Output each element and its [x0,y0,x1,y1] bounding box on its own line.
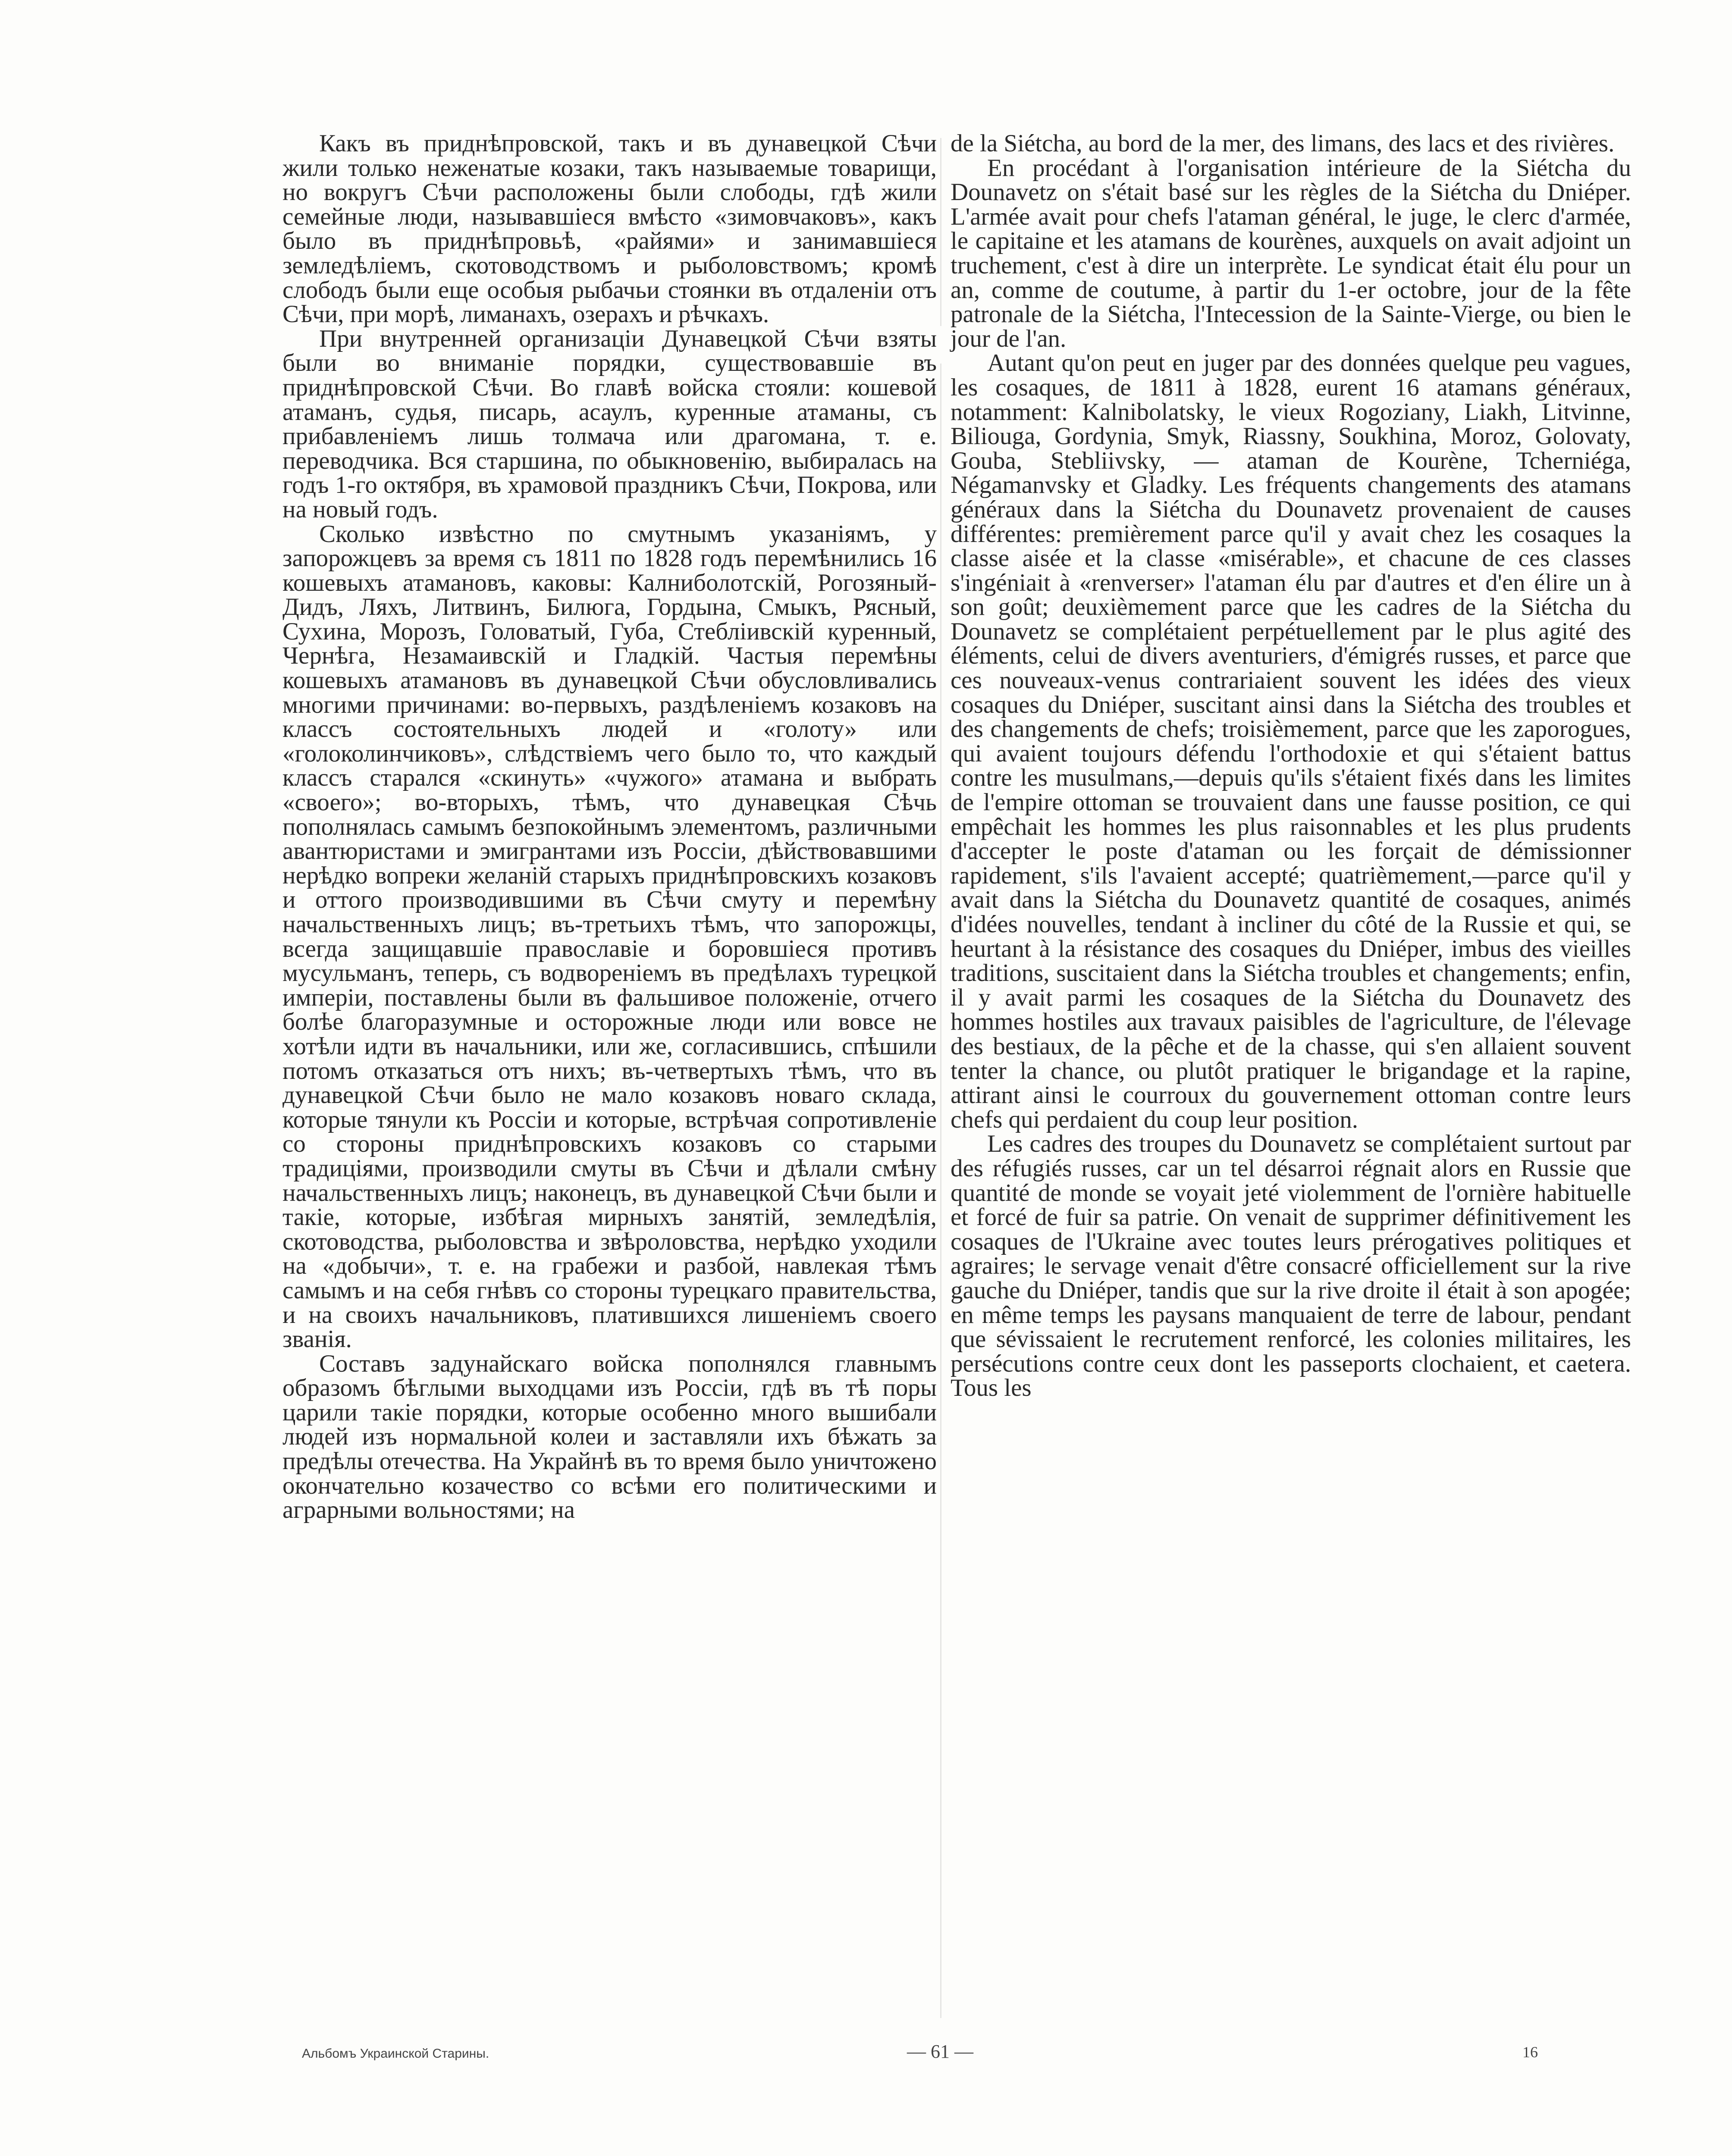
right-column-french [951,132,1631,1401]
paragraph: При внутренней организацiи Дунавецкой Сѣчи взяты были во вниманiе порядки, существовавшiе въ приднѣпровской Сѣчи. Во главѣ войска стояли: кошевой атаманъ, судья, писарь, асаулъ, куренные атаманы, съ прибавленiемъ лишь толмача или драгомана, т. е. переводчика. Вся старшина, по обыкновенiю, выбиралась на годъ 1-го октября, въ храмовой праздникъ Сѣчи, Покрова, или на новый годъ. [282,325,937,523]
footer-album-title: Альбомъ Украинской Старины. [302,2046,489,2061]
paragraph: Сколько извѣстно по смутнымъ указанiямъ, у запорожцевъ за время съ 1811 по 1828 годъ перемѣнились 16 кошевыхъ атамановъ, каковы: Калниболотскiй, Рогозяный-Дидъ, Ляхъ, Литвинъ, Билюга, Гордына, Смыкъ, Рясный, Сухина, Морозъ, Головатый, Губа, Стеблiивскiй куренный, Чернѣга, Незамаивскiй и Гладкiй. Частыя перемѣны кошевыхъ атамановъ въ дунавецкой Сѣчи обусловливались многими причинами: во-первыхъ, раздѣленiемъ козаковъ на классъ состоятельныхъ людей и «голоту» или «голоколинчиковъ», слѣдствiемъ чего было то, что каждый классъ старался «скинуть» «чужого» атамана и выбрать «своего»; во-вторыхъ, тѣмъ, что дунавецкая Сѣчь пополнялась самымъ безпокойнымъ элементомъ, различными авантюристами и эмигрантами изъ Россiи, дѣйствовавшими нерѣдко вопреки желанiй старыхъ приднѣпровскихъ козаковъ и оттого производившими въ Сѣчи смуту и перемѣну начальственныхъ лицъ; въ-третьихъ тѣмъ, что запорожцы, всегда защищавшiе православiе и боровшiеся противъ мусульманъ, теперь, съ водворенiемъ въ предѣлахъ турецкой имперiи, поставлены были въ фальшивое положенiе, отчего болѣе благоразумные и осторожные люди или вовсе не хотѣли идти въ начальники, или же, согласившись, спѣшили потомъ отказаться отъ нихъ; въ-четвертыхъ тѣмъ, что въ дунавецкой Сѣчи было не мало козаковъ новаго склада, которые тянули къ Россiи и которые, встрѣчая сопротивленiе со стороны приднѣпровскихъ козаковъ со старыми традицiями, производили смуты въ Сѣчи и дѣлали смѣну начальственныхъ лицъ; наконецъ, въ дунавецкой Сѣчи были и такiе, которые, избѣгая мирныхъ занятiй, земледѣлiя, скотоводства, рыболовства и звѣроловства, нерѣдко уходили на «добычи», т. е. на грабежи и разбой, навлекая тѣмъ самымъ и на себя гнѣвъ со стороны турецкаго правительства, и на своихъ начальниковъ, платившихся лишенiемъ своего званiя. [282,520,937,1353]
paragraph: Составъ задунайскаго войска пополнялся главнымъ образомъ бѣглыми выходцами изъ Россiи, гдѣ въ тѣ поры царили такiе порядки, которые особенно много вышибали людей изъ нормальной колеи и заставляли ихъ бѣжать за предѣлы отечества. На Украйнѣ въ то время было уничтожено окончательно козачество со всѣми его политическими и аграрными вольностями; на [282,1350,937,1524]
paragraph: Какъ въ приднѣпровской, такъ и въ дунавецкой Сѣчи жили только неженатые козаки, такъ называемые товарищи, но вокругъ Сѣчи расположены были слободы, гдѣ жили семейные люди, называвшiеся вмѣсто «зимовчаковъ», какъ было въ приднѣпровьѣ, «райями» и занимавшiеся земледѣлiемъ, скотоводствомъ и рыболовствомъ; кромѣ слободъ были еще особыя рыбачьи стоянки въ отдаленiи отъ Сѣчи, при морѣ, лиманахъ, озерахъ и рѣчкахъ. [282,130,937,328]
paragraph: Autant qu'on peut en juger par des données quelque peu vagues, les cosaques, de 1811 à 1828, eurent 16 atamans généraux, notamment: Kalnibolatsky, le vieux Rogoziany, Liakh, Litvinne, Biliouga, Gordynia, Smyk, Riassny, Soukhina, Moroz, Golovaty, Gouba, Stebliivsky, — ataman de Kourène, Tcherniéga, Négamanvsky et Gladky. Les fréquents changements des atamans généraux dans la Siétcha du Dounavetz provenaient de causes différentes: premièrement parce qu'il y avait chez les cosaques la classe aisée et la classe «misérable», et chacune de ces classes s'ingéniait à «renverser» l'ataman élu par d'autres et d'en élire un à son goût; deuxièmement parce que les cadres de la Siétcha du Dounavetz se complétaient perpétuellement par le plus agité des éléments, celui de divers aventuriers, d'émigrés russes, et parce que ces nouveaux-venus contrariaient souvent les idées des vieux cosaques du Dniéper, suscitant ainsi dans la Siétcha des troubles et des changements de chefs; troisièmement, parce que les zaporogues, qui avaient toujours défendu l'orthodoxie et qui s'étaient battus contre les musulmans,—depuis qu'ils s'étaient fixés dans les limites de l'empire ottoman se trouvaient dans une fausse position, ce qui empêchait les hommes les plus raisonnables et les plus prudents d'accepter le poste d'ataman ou les forçait de démissionner rapidement, s'ils l'avaient accepté; quatrièmement,—parce qu'il y avait dans la Siétcha du Dounavetz quantité de cosaques, animés d'idées nouvelles, tendant à incliner du côté de la Russie et qui, se heurtant à la résistance des cosaques du Dniéper, imbus des vieilles traditions, suscitaient dans la Siétcha troubles et changements; enfin, il y avait parmi les cosaques de la Siétcha du Dounavetz des hommes hostiles aux travaux paisibles de l'agriculture, de l'élevage des bestiaux, de la pêche et de la chasse, qui s'en allaient souvent tenter la chance, ou plutôt pratiquer le brigandage et la rapine, attirant ainsi le courroux du gouvernement ottoman contre leurs chefs qui perdaient du coup leur position. [951,349,1631,1133]
page-number: — 61 — [907,2041,973,2062]
left-column-russian [282,132,937,1523]
paragraph: de la Siétcha, au bord de la mer, des limans, des lacs et des rivières. [951,130,1615,157]
paragraph: En procédant à l'organisation intérieure de la Siétcha du Dounavetz on s'était basé sur les règles de la Siétcha du Dniéper. L'armée avait pour chefs l'ataman général, le juge, le clerc d'armée, le capitaine et les atamans de kourènes, auxquels on avait adjoint un truchement, c'est à dire un interprète. Le syndicat était élu pour un an, comme de coutume, à partir du 1-er octobre, jour de la fête patronale de la Siétcha, l'Intecession de la Sainte-Vierge, ou bien le jour de l'an. [951,154,1631,352]
column-divider [940,138,941,2018]
sheet-signature: 16 [1522,2043,1538,2061]
paragraph: Les cadres des troupes du Dounavetz se complétaient surtout par des réfugiés russes, car un tel désarroi régnait alors en Russie que quantité de monde se voyait jeté violemment de l'ornière habituelle et forcé de fuir sa patrie. On venait de supprimer définitivement les cosaques de l'Ukraine avec toutes leurs prérogatives politiques et agraires; le servage venait d'être consacré officiellement sur la rive gauche du Dniéper, tandis que sur la rive droite il était à son apogée; en même temps les paysans manquaient de terre de labour, pendant que sévissaient le recrutement renforcé, les colonies militaires, les persécutions contre ceux dont les passeports clochaient, et caetera. Tous les [951,1130,1631,1402]
